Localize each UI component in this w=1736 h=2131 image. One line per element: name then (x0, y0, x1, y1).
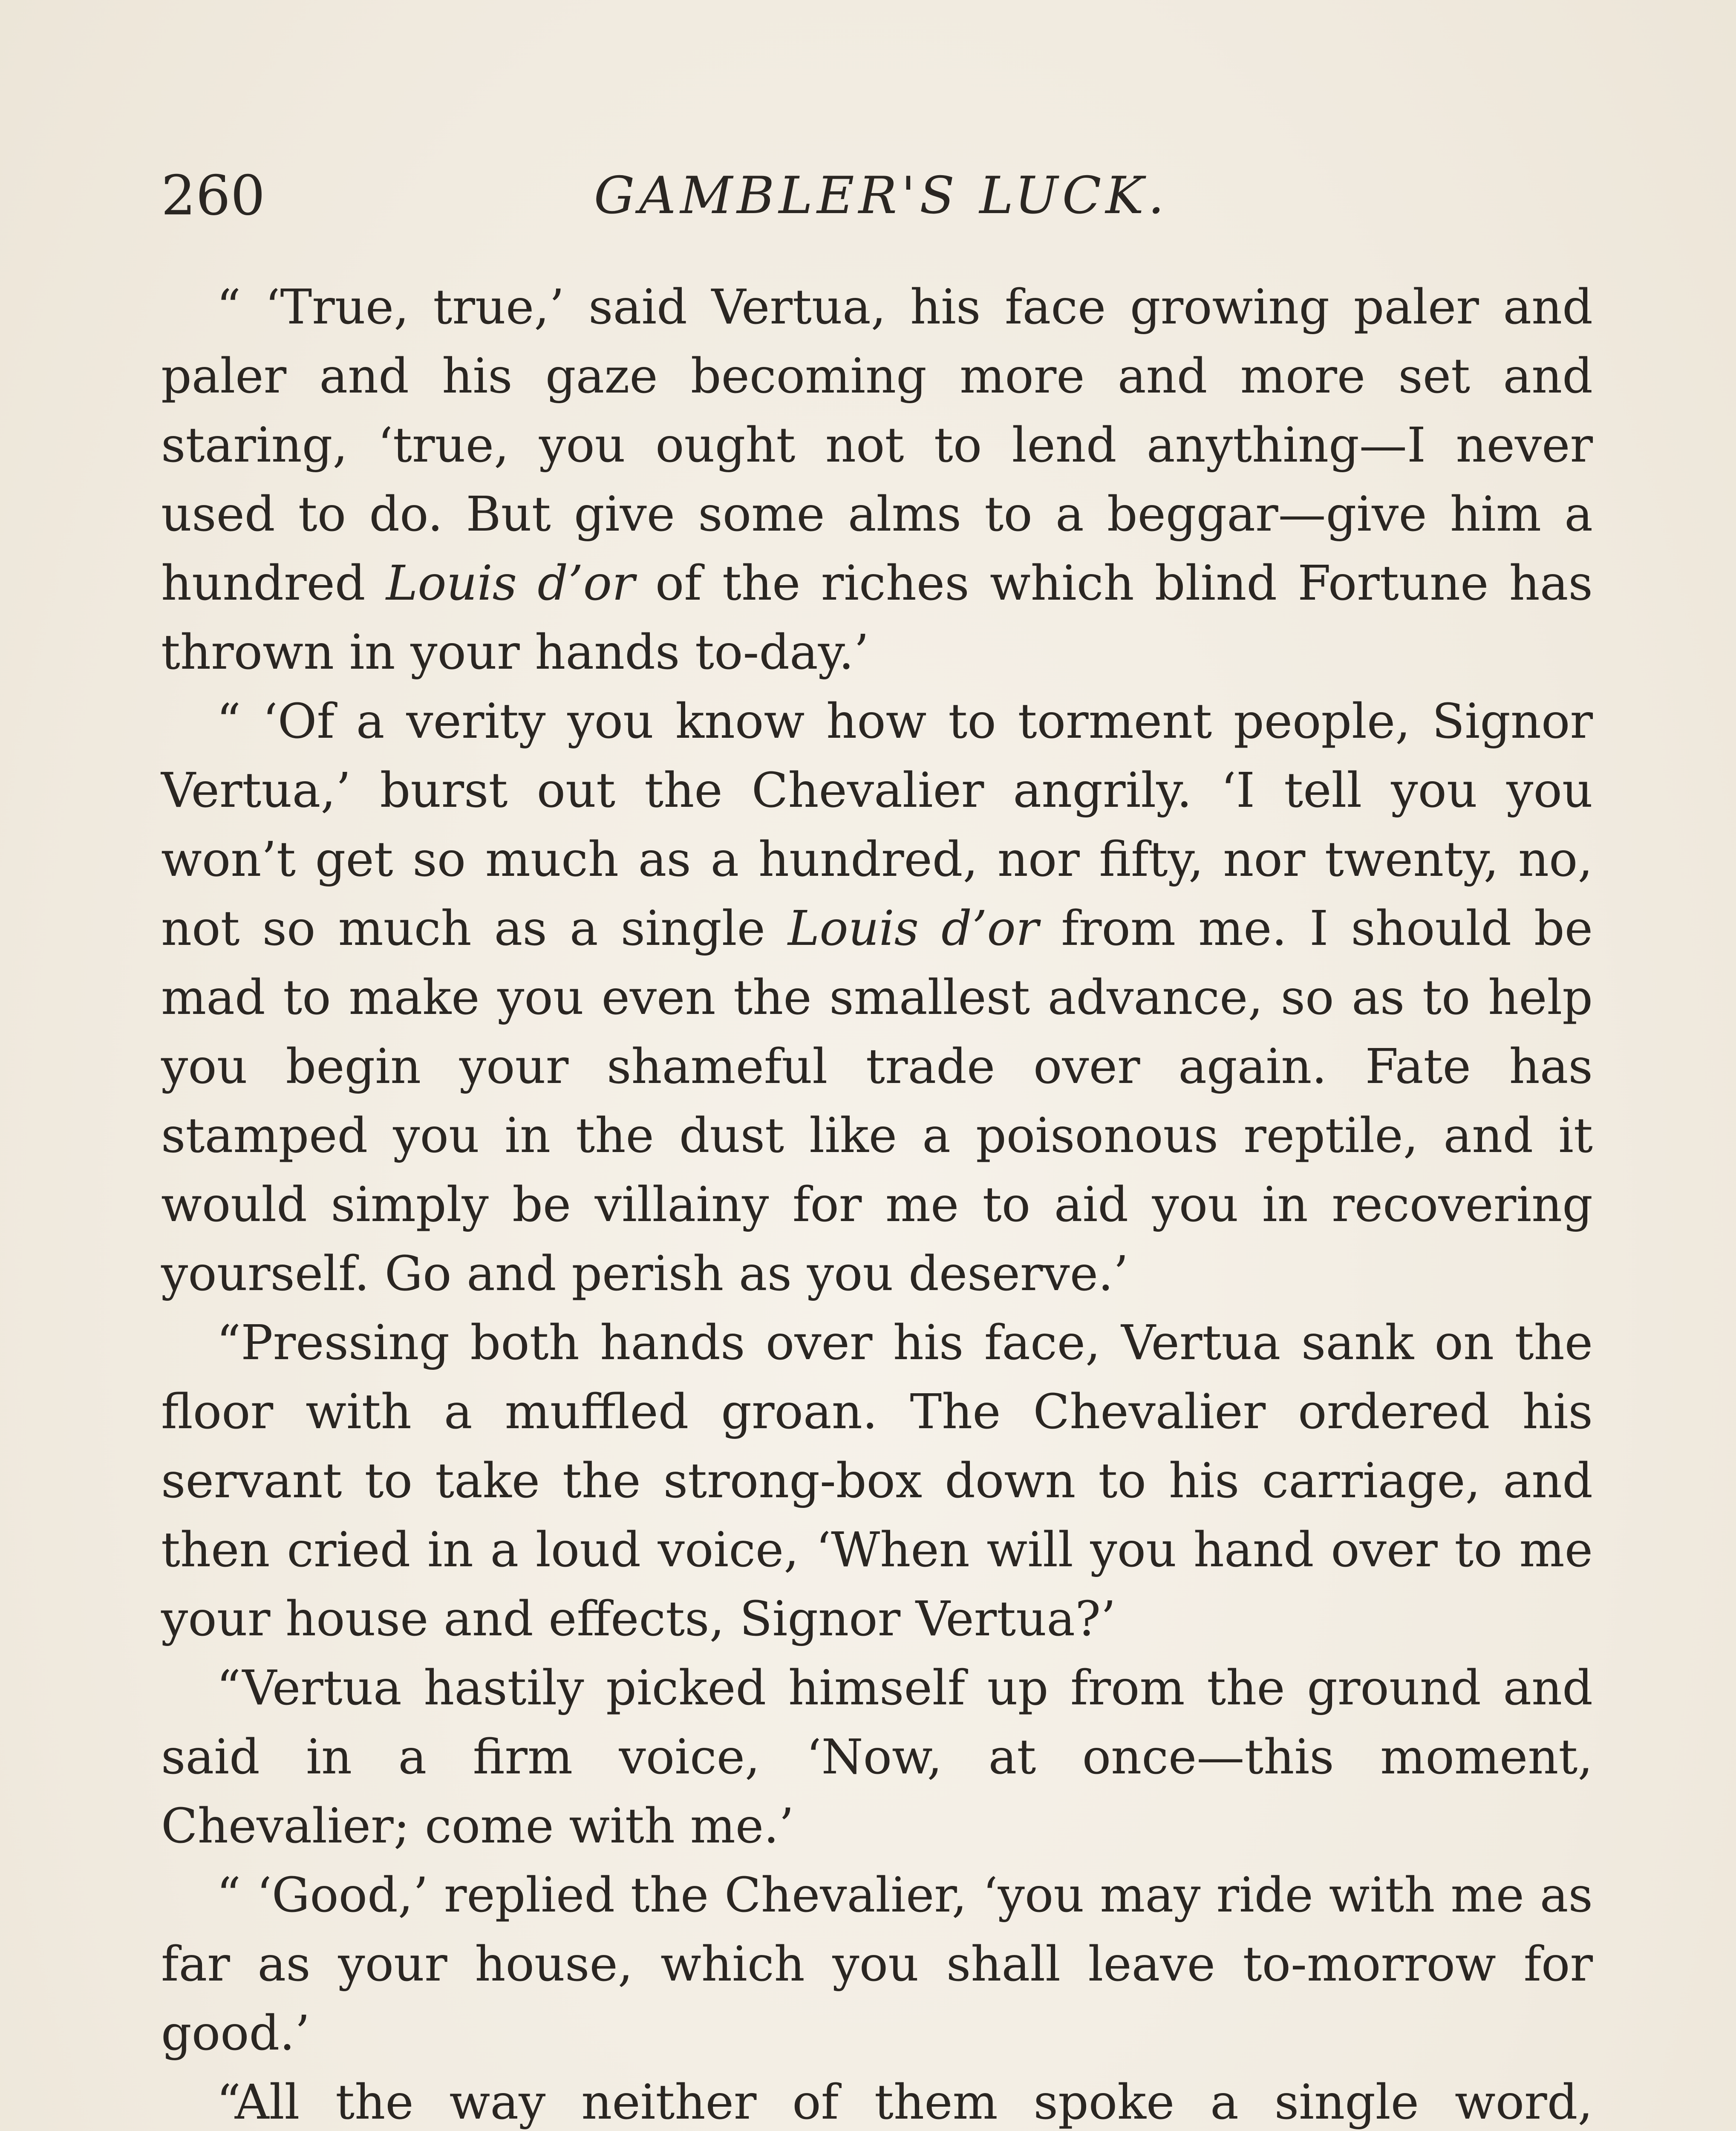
text-run: of the riches which blind Fortune has thrown in your hands to-day.’ (161, 556, 1593, 680)
italic-phrase: Louis d’or (787, 901, 1039, 956)
text-run: “ ‘Good,’ replied the Chevalier, ‘you may ride with me as far as your house, which you shall leave to-morrow for good.’ (161, 1868, 1593, 2061)
page-header (161, 158, 1601, 234)
paragraph (161, 273, 1593, 687)
paragraph (161, 687, 1593, 1308)
text-run: “Pressing both hands over his face, Vertua sank on the floor with a muffled groan. The Chevalier ordered his servant to take the strong-box down to his carriage, and then cried in a loud voice, ‘When will you hand over to me your house and effects, Signor Vertua?’ (161, 1315, 1593, 1647)
text-run: from me. I should be mad to make you even the smallest advance, so as to help you begin your shameful trade over again. Fate has stamped you in the dust like a poisonous reptile, and it would simply be villainy for me to aid you in recovering yourself. Go and perish as you deserve.’ (161, 901, 1593, 1302)
page-number: 260 (161, 164, 265, 228)
paragraph (161, 1654, 1593, 1861)
italic-phrase: Louis d’or (386, 556, 635, 611)
paragraph (161, 1308, 1593, 1654)
text-run: “ ‘True, true,’ said Vertua, his face growing paler and paler and his gaze becoming more and more set and staring, ‘true, you ought not to lend anything—I never used to do. But give some alms to a beggar—give him a hundred (161, 280, 1593, 611)
running-head: GAMBLER'S LUCK. (594, 166, 1169, 225)
paragraph (161, 2068, 1593, 2131)
paragraph (161, 1861, 1593, 2068)
text-run: “ ‘Of a verity you know how to torment people, Signor Vertua,’ burst out the Chevalier angrily. ‘I tell you you won’t get so much as a hundred, nor fifty, nor twenty, no, not so much as a single (161, 694, 1593, 956)
text-run: “Vertua hastily picked himself up from the ground and said in a firm voice, ‘Now, at once—this moment, Chevalier; come with me.’ (161, 1660, 1593, 1854)
body-text (161, 273, 1593, 2131)
text-run: “All the way neither of them spoke a single word, (216, 2075, 1593, 2130)
